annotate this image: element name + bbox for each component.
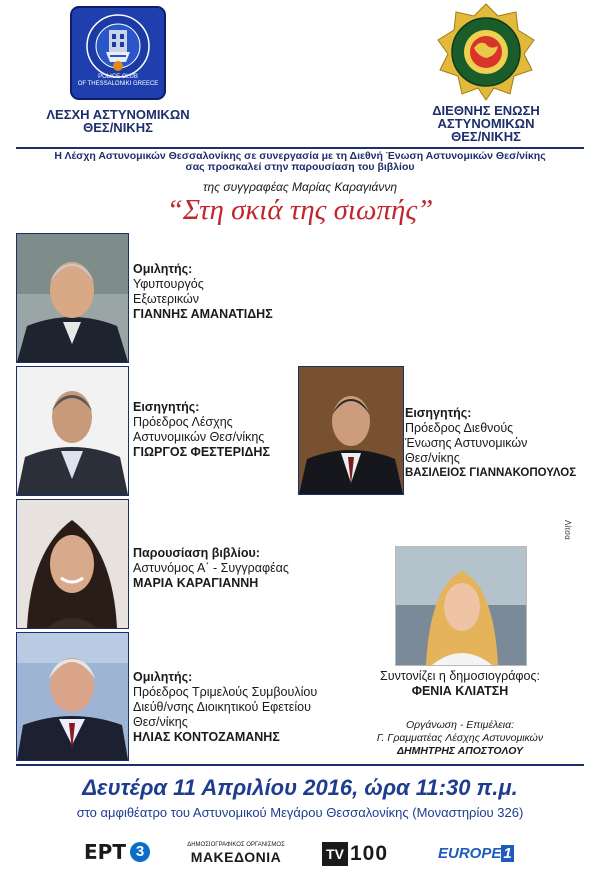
side-mark: Λίτσα bbox=[563, 520, 572, 540]
ipa-caption bbox=[416, 104, 556, 143]
speaker-block-3 bbox=[405, 406, 595, 481]
event-divider bbox=[16, 764, 584, 766]
speaker-photo-amanatidis bbox=[16, 233, 129, 363]
book-title: “Στη σκιά της σιωπής” bbox=[166, 194, 434, 226]
europe1-text: EUROPE bbox=[438, 845, 502, 862]
europe1-logo bbox=[438, 845, 528, 867]
event-venue: στο αμφιθέατρο του Αστυνομικού Μεγάρου Θεσσαλονίκης (Μοναστηρίου 326) bbox=[76, 805, 524, 820]
moderator-role: Συντονίζει η δημοσιογράφος: bbox=[380, 669, 540, 683]
speaker-photo-giannakopoulos bbox=[298, 366, 404, 495]
organization-block bbox=[355, 719, 565, 758]
makedonia-sub: ΔΗΜΟΣΙΟΓΡΑΦΙΚΟΣ ΟΡΓΑΝΙΣΜΟΣ bbox=[187, 842, 285, 848]
tv100-tv: TV bbox=[322, 842, 348, 866]
speaker-role: Εισηγητής: bbox=[133, 400, 200, 414]
speaker-block-1 bbox=[133, 262, 333, 322]
speaker-block-4 bbox=[133, 546, 333, 591]
speaker-title-line: Πρόεδρος Διεθνούς bbox=[405, 421, 514, 435]
speaker-photo-karagianni bbox=[16, 499, 129, 629]
tv100-logo bbox=[322, 842, 414, 866]
organization-title: Γ. Γραμματέας Λέσχης Αστυνομικών bbox=[376, 732, 544, 744]
speaker-title-line: Αστυνομικών Θεσ/νίκης bbox=[133, 430, 265, 444]
speaker-title-line: Εξωτερικών bbox=[133, 292, 200, 306]
ipa-logo bbox=[436, 2, 536, 102]
speaker-name: ΒΑΣΙΛΕΙΟΣ ΓΙΑΝΝΑΚΟΠΟΥΛΟΣ bbox=[405, 467, 577, 479]
moderator-block bbox=[360, 669, 560, 699]
makedonia-logo bbox=[180, 842, 292, 865]
police-club-caption-2: ΘΕΣ/ΝΙΚΗΣ bbox=[83, 120, 153, 135]
author-line: της συγγραφέας Μαρίας Καραγιάννη bbox=[203, 180, 397, 194]
police-club-caption bbox=[40, 108, 196, 134]
speaker-role: Ομιλητής: bbox=[133, 670, 193, 684]
speaker-name: ΜΑΡΙΑ ΚΑΡΑΓΙΑΝΝΗ bbox=[133, 576, 259, 590]
ert3-logo-num: 3 bbox=[130, 842, 150, 862]
speaker-role: Παρουσίαση βιβλίου: bbox=[133, 546, 260, 560]
police-club-caption-1: ΛΕΣΧΗ ΑΣΤΥΝΟΜΙΚΩΝ bbox=[46, 107, 190, 122]
speaker-photo-kontozamanis bbox=[16, 632, 129, 761]
speaker-title-line: Θεσ/νίκης bbox=[405, 451, 460, 465]
speaker-name: ΗΛΙΑΣ ΚΟΝΤΟΖΑΜΑΝΗΣ bbox=[133, 730, 280, 744]
moderator-photo-kliatsi bbox=[395, 546, 527, 666]
speaker-photo-festeridis bbox=[16, 366, 129, 496]
moderator-name: ΦΕΝΙΑ ΚΛΙΑΤΣΗ bbox=[411, 684, 509, 698]
ipa-caption-2: ΑΣΤΥΝΟΜΙΚΩΝ bbox=[437, 116, 535, 131]
speaker-title-line: Υφυπουργός bbox=[133, 277, 204, 291]
europe1-num: 1 bbox=[503, 845, 512, 862]
ipa-caption-1: ΔΙΕΘΝΗΣ ΕΝΩΣΗ bbox=[432, 103, 540, 118]
organization-name: ΔΗΜΗΤΡΗΣ ΑΠΟΣΤΟΛΟΥ bbox=[396, 745, 524, 757]
tv100-num: 100 bbox=[350, 842, 389, 865]
speaker-title-line: Αστυνόμος Α΄ - Συγγραφέας bbox=[133, 561, 289, 575]
speaker-role: Ομιλητής: bbox=[133, 262, 193, 276]
speaker-title-line: Πρόεδρος Λέσχης bbox=[133, 415, 233, 429]
intro-line-1: Η Λέσχη Αστυνομικών Θεσσαλονίκης σε συνεργασία με τη Διεθνή Ένωση Αστυνομικών Θεσ/νίκης bbox=[54, 150, 546, 162]
top-divider bbox=[16, 147, 584, 149]
speaker-title-line: Διεύθ/νσης Διοικητικού Εφετείου bbox=[133, 700, 311, 714]
speaker-name: ΓΙΩΡΓΟΣ ΦΕΣΤΕΡΙΔΗΣ bbox=[133, 445, 270, 459]
speaker-title-line: Θεσ/νίκης bbox=[133, 715, 188, 729]
police-club-logo-sub-2: OF THESSALONIKI GREECE bbox=[77, 81, 159, 87]
intro-line-2: σας προσκαλεί στην παρουσίαση του βιβλίου bbox=[185, 161, 415, 173]
speaker-title-line: Ένωσης Αστυνομικών bbox=[405, 436, 528, 450]
speaker-block-5 bbox=[133, 670, 373, 745]
ipa-caption-3: ΘΕΣ/ΝΙΚΗΣ bbox=[451, 129, 521, 144]
organization-label: Οργάνωση - Επιμέλεια: bbox=[405, 719, 515, 731]
ert3-logo bbox=[84, 840, 156, 866]
speaker-title-line: Πρόεδρος Τριμελούς Συμβουλίου bbox=[133, 685, 318, 699]
ert3-logo-text: ΕΡΤ bbox=[84, 840, 126, 864]
speaker-name: ΓΙΑΝΝΗΣ ΑΜΑΝΑΤΙΔΗΣ bbox=[133, 307, 273, 321]
speaker-block-2 bbox=[133, 400, 303, 460]
makedonia-title: ΜΑΚΕΔΟΝΙΑ bbox=[190, 849, 282, 865]
police-club-logo-sub-1: POLICE CLUB bbox=[98, 74, 138, 80]
speaker-role: Εισηγητής: bbox=[405, 406, 472, 420]
event-date: Δευτέρα 11 Απριλίου 2016, ώρα 11:30 π.μ. bbox=[82, 775, 518, 800]
